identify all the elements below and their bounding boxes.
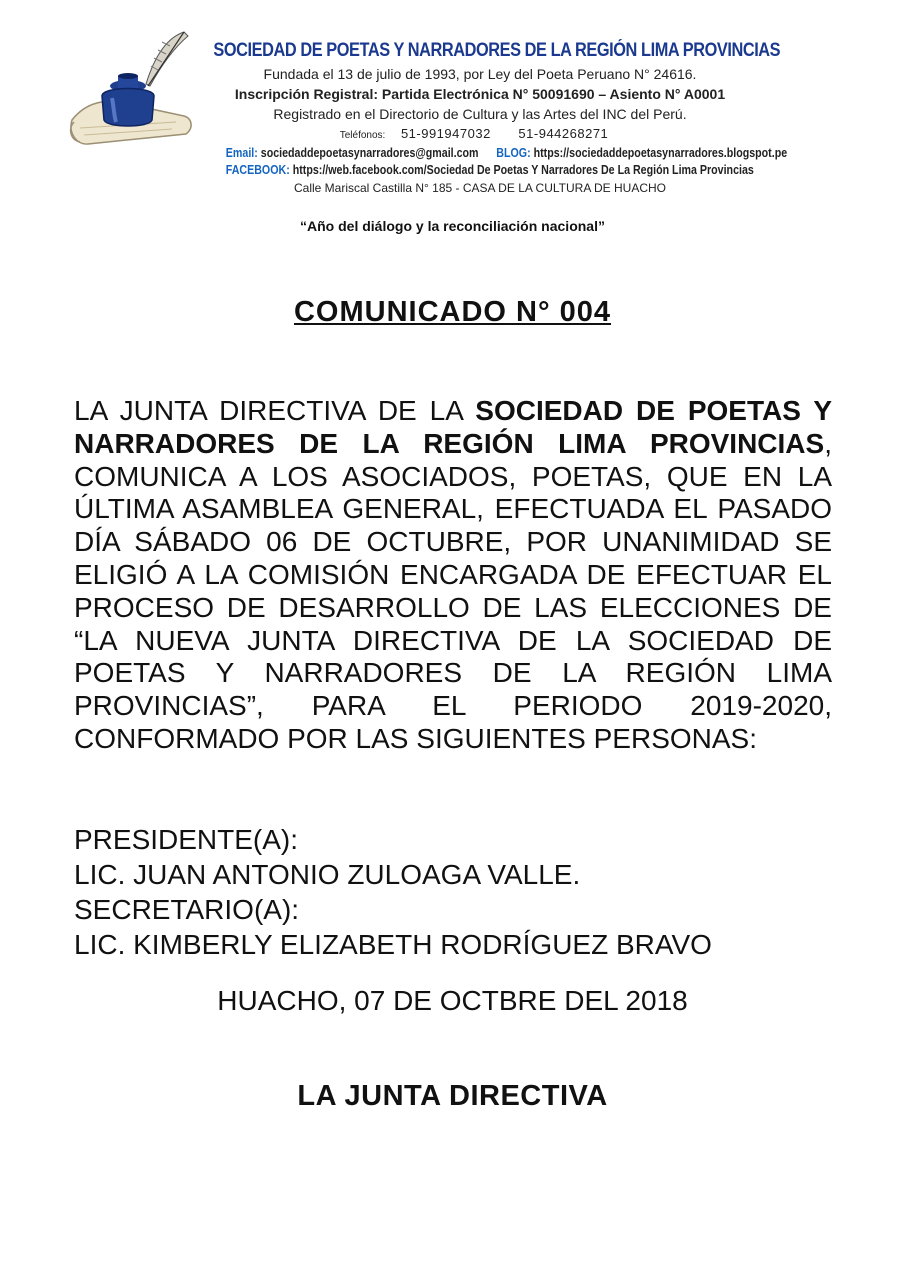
place-date: HUACHO, 07 DE OCTBRE DEL 2018: [217, 985, 688, 1016]
founded-line: Fundada el 13 de julio de 1993, por Ley del Poeta Peruano N° 24616.: [263, 66, 697, 82]
phones-line: [170, 126, 790, 141]
phone-number-1: 51-991947032: [400, 126, 491, 141]
officers-list: [74, 822, 832, 962]
registration-line: Inscripción Registral: Partida Electrónica N° 50091690 – Asiento N° A0001: [234, 86, 726, 102]
year-motto: “Año del diálogo y la reconciliación nacional”: [300, 218, 605, 234]
phones-label: Teléfonos:: [339, 130, 386, 141]
facebook-line: [225, 162, 754, 177]
org-name-header: SOCIEDAD DE POETAS Y NARRADORES DE LA REGIÓN LIMA PROVINCIAS: [213, 40, 781, 61]
body-org-name: SOCIEDAD DE POETAS Y NARRADORES DE LA REGIÓN LIMA PROVINCIAS: [74, 395, 833, 459]
document-title: COMUNICADO N° 004: [293, 296, 612, 328]
email-address[interactable]: sociedaddepoetasynarradores@gmail.com: [260, 145, 479, 160]
officer-name-president: LIC. JUAN ANTONIO ZULOAGA VALLE.: [74, 859, 581, 890]
blog-link[interactable]: https://sociedaddepoetasynarradores.blogspot.pe: [533, 145, 788, 160]
officer-role-president: PRESIDENTE(A):: [74, 824, 299, 855]
officer-role-secretary: SECRETARIO(A):: [74, 894, 300, 925]
directory-line: Registrado en el Directorio de Cultura y las Artes del INC del Perú.: [273, 106, 687, 122]
signature: LA JUNTA DIRECTIVA: [297, 1080, 608, 1112]
email-label: Email:: [225, 145, 258, 160]
blog-label: BLOG:: [496, 145, 531, 160]
body-intro: LA JUNTA DIRECTIVA DE LA: [74, 395, 476, 426]
body-main: , COMUNICA A LOS ASOCIADOS, POETAS, QUE EN LA ÚLTIMA ASAMBLEA GENERAL, EFECTUADA EL PASADO DÍA SÁBADO 06 DE OCTUBRE, POR UNANIMIDAD SE ELIGIÓ A LA COMISIÓN ENCARGADA DE EFECTUAR EL PROCESO DE DESARROLLO DE LAS ELECCIONES DE “LA NUEVA JUNTA DIRECTIVA DE LA SOCIEDAD DE POETAS Y NARRADORES DE LA REGIÓN LIMA PROVINCIAS”, PARA EL PERIODO 2019-2020, CONFORMADO POR LAS SIGUIENTES PERSONAS:: [74, 427, 832, 754]
phone-number-2: 51-944268271: [518, 126, 609, 141]
officer-name-secretary: LIC. KIMBERLY ELIZABETH RODRÍGUEZ BRAVO: [74, 929, 712, 960]
email-blog-line: [225, 145, 788, 160]
address-line: Calle Mariscal Castilla N° 185 - CASA DE LA CULTURA DE HUACHO: [293, 181, 666, 195]
facebook-link[interactable]: https://web.facebook.com/Sociedad De Poetas Y Narradores De La Región Lima Provincias: [292, 162, 754, 177]
facebook-label: FACEBOOK:: [225, 162, 290, 177]
announcement-body: [74, 395, 832, 756]
